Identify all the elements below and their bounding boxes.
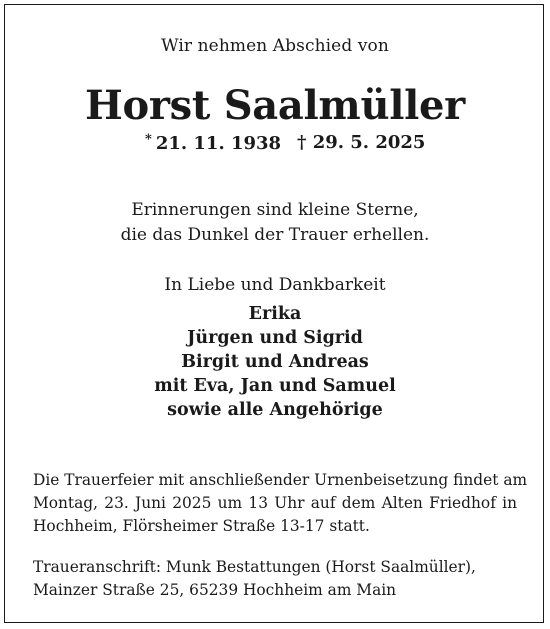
mourner: Jürgen und Sigrid [187, 328, 363, 348]
ceremony-info [33, 469, 528, 538]
mourners-list [0, 302, 550, 422]
death-date-line [297, 132, 425, 153]
intro-text: Wir nehmen Abschied von [161, 36, 389, 56]
quote [0, 198, 550, 248]
birth-date: 21. 11. 1938 [155, 133, 282, 154]
quote-line: Erinnerungen sind kleine Sterne, [131, 200, 419, 220]
mourner: Birgit und Andreas [181, 352, 369, 372]
birth-symbol: * [145, 132, 152, 147]
mourning-address [33, 556, 517, 602]
ceremony-line: Die Trauerfeier mit anschließender Urnenbeisetzung findet am [33, 471, 528, 489]
ceremony-line: Montag, 23. Juni 2025 um 13 Uhr auf dem Alten Friedhof in [33, 494, 517, 512]
quote-line: die das Dunkel der Trauer erhellen. [120, 225, 430, 245]
deceased-name: Horst Saalmüller [85, 82, 465, 129]
birth-date-line [145, 132, 281, 154]
address-line: Traueranschrift: Munk Bestattungen (Horst Saalmüller), [33, 558, 476, 576]
death-symbol: † [297, 132, 307, 153]
mourner: mit Eva, Jan und Samuel [154, 376, 396, 396]
address-line: Mainzer Straße 25, 65239 Hochheim am Main [33, 581, 397, 599]
mourner: sowie alle Angehörige [167, 400, 383, 420]
love-line: In Liebe und Dankbarkeit [164, 275, 386, 295]
death-date: 29. 5. 2025 [312, 132, 426, 153]
mourner: Erika [248, 304, 302, 324]
ceremony-line: Hochheim, Flörsheimer Straße 13-17 statt. [33, 517, 370, 535]
